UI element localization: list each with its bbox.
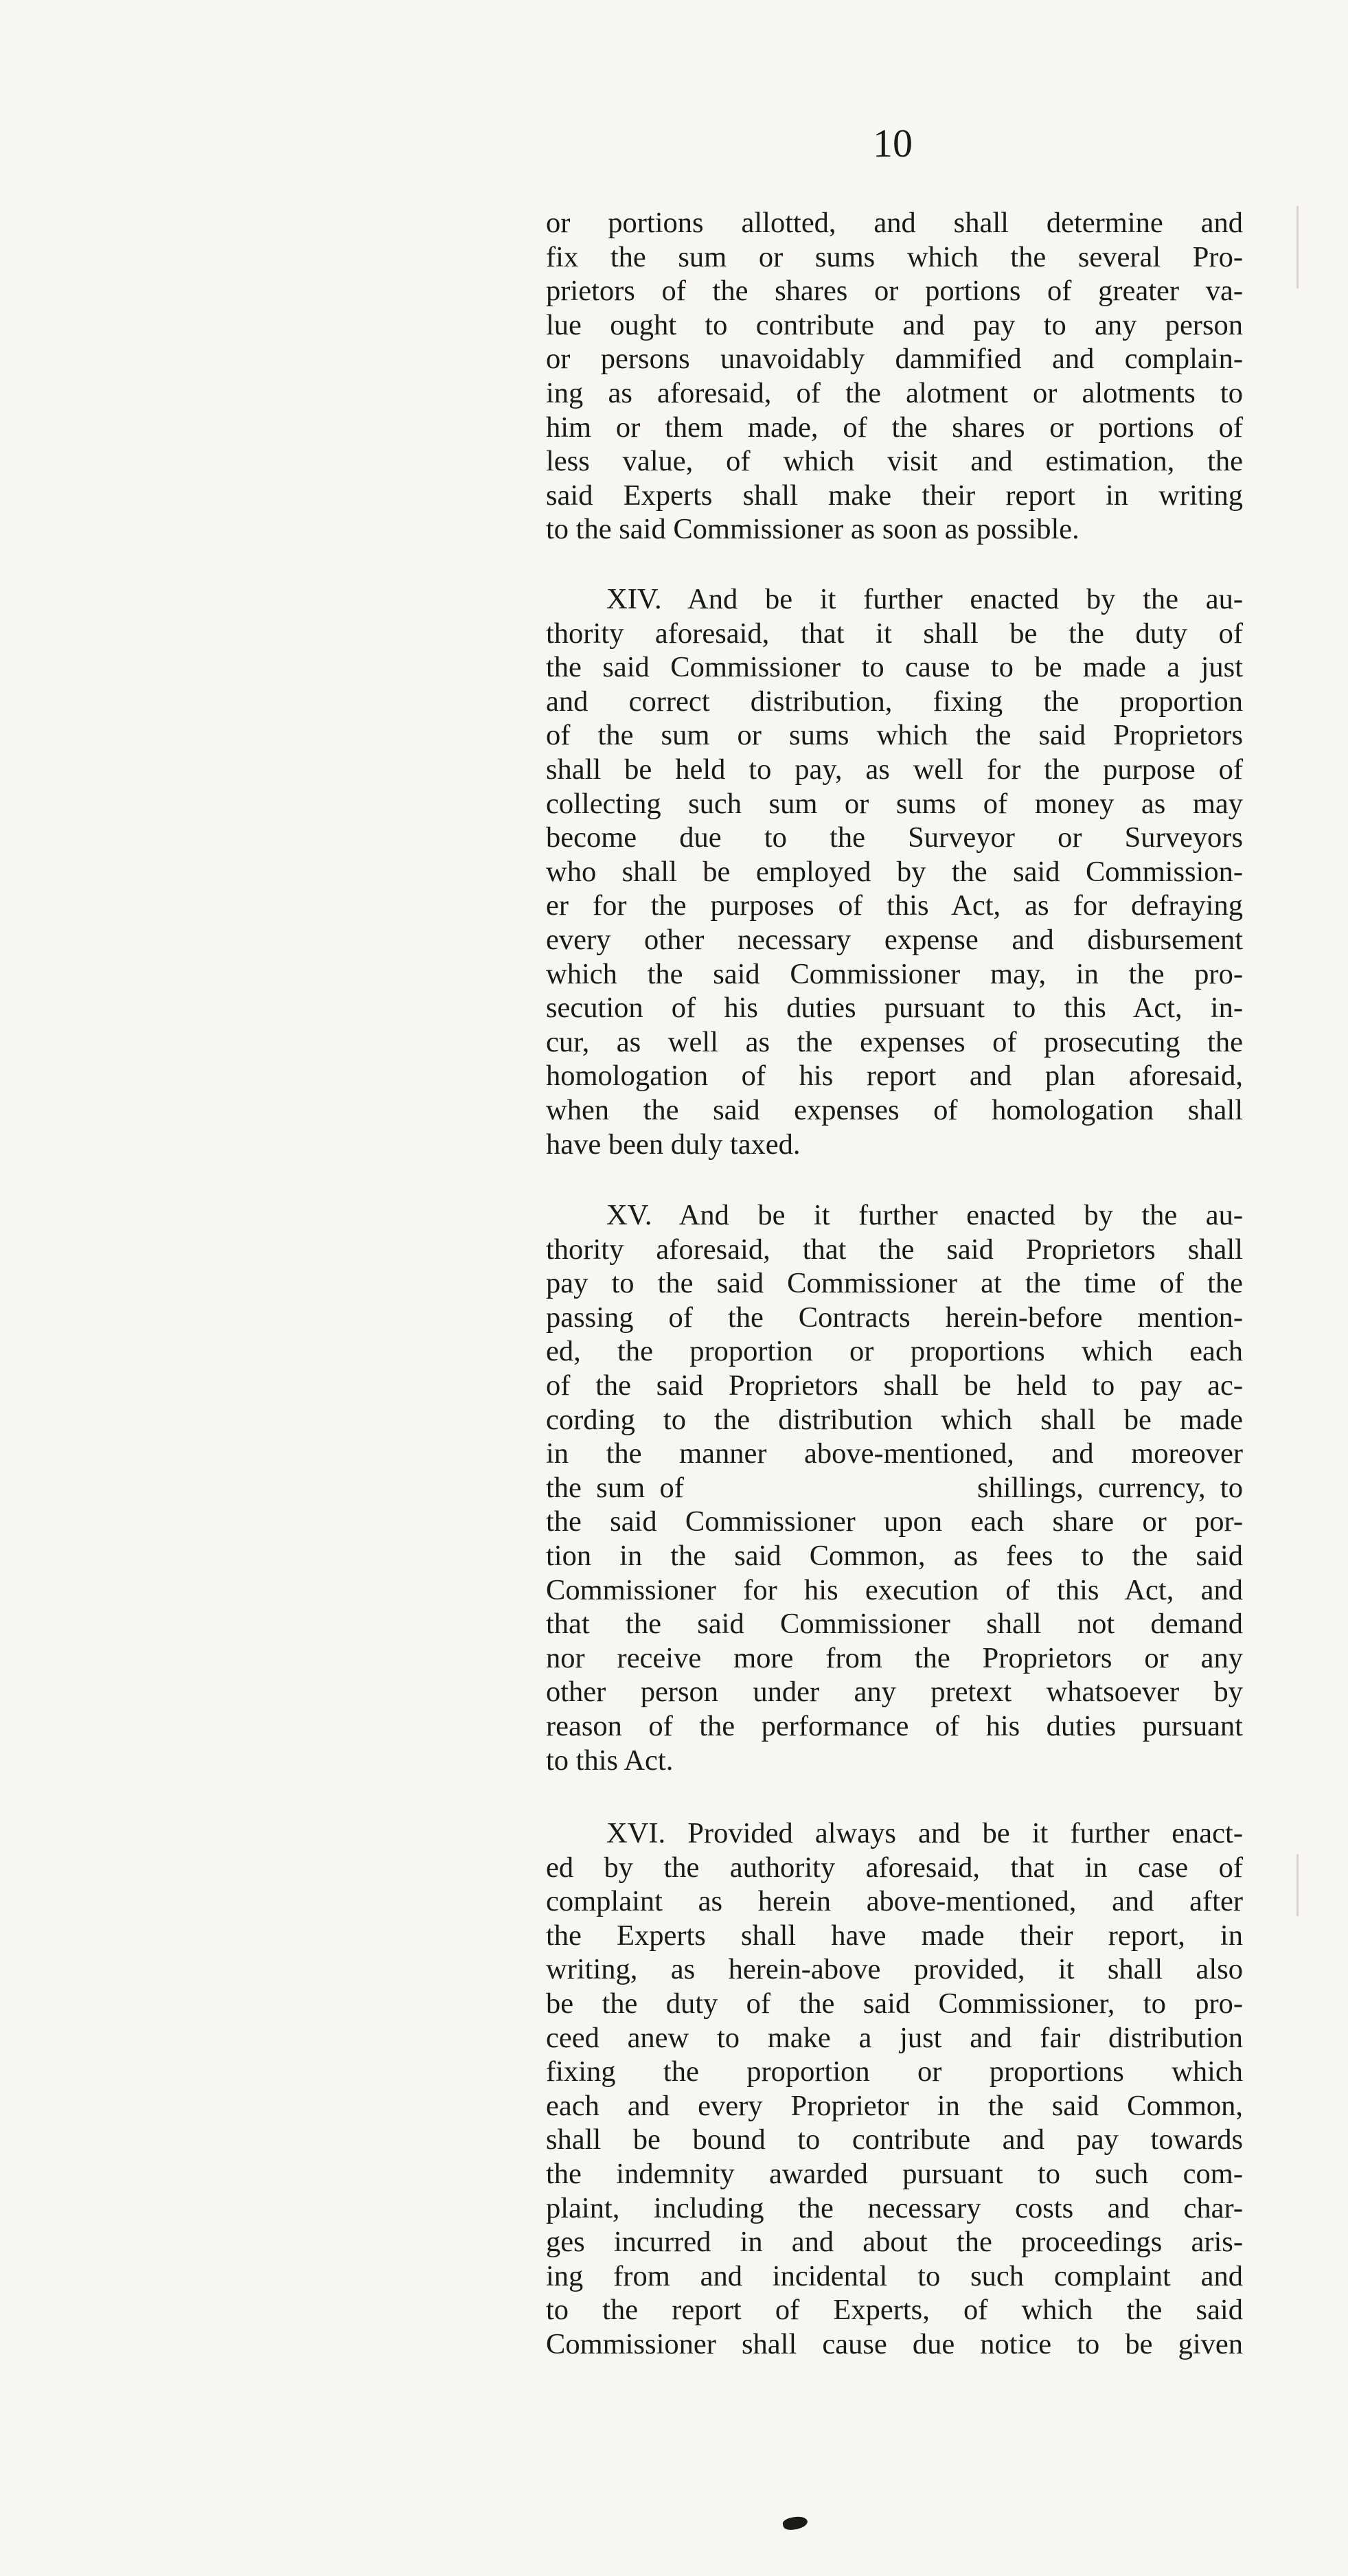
text-line: XVI. Provided always and be it further enact-: [606, 1817, 1243, 1849]
text-line: lue ought to contribute and pay to any person: [546, 308, 1243, 341]
text-line: ed, the proportion or proportions which each: [546, 1335, 1243, 1368]
text-line: er for the purposes of this Act, as for defraying: [546, 889, 1243, 922]
text-line: the Experts shall have made their report, in: [546, 1919, 1243, 1952]
text-line: the said Commissioner to cause to be made a just: [546, 651, 1243, 684]
text-line: said Experts shall make their report in writing: [546, 479, 1243, 512]
text-line: cur, as well as the expenses of prosecuting the: [546, 1025, 1243, 1058]
text-line: the indemnity awarded pursuant to such com-: [546, 2157, 1243, 2190]
paragraph-continuation: [546, 206, 1243, 547]
text-line: Commissioner shall cause due notice to be given: [546, 2327, 1243, 2360]
text-line: ing from and incidental to such complaint and: [546, 2259, 1243, 2292]
text-line: when the said expenses of homologation shall: [546, 1093, 1243, 1126]
text-line: other person under any pretext whatsoever by: [546, 1676, 1243, 1709]
text-line: the sum of shillings, currency, to: [546, 1471, 1243, 1504]
text-line: homologation of his report and plan aforesaid,: [546, 1060, 1243, 1093]
text-line: pay to the said Commissioner at the time of the: [546, 1267, 1243, 1300]
text-line: fix the sum or sums which the several Pro-: [546, 240, 1243, 273]
text-line: of the said Proprietors shall be held to pay ac-: [546, 1369, 1243, 1402]
text-line: each and every Proprietor in the said Common,: [546, 2089, 1243, 2122]
text-line: writing, as herein-above provided, it shall also: [546, 1953, 1243, 1986]
text-line: XV. And be it further enacted by the au-: [606, 1199, 1243, 1231]
text-line: of the sum or sums which the said Proprietors: [546, 719, 1243, 752]
text-line: prietors of the shares or portions of greater va-: [546, 275, 1243, 308]
text-line: plaint, including the necessary costs and char-: [546, 2191, 1243, 2224]
text-line: XIV. And be it further enacted by the au-: [606, 583, 1243, 615]
text-line: be the duty of the said Commissioner, to pro-: [546, 1987, 1243, 2020]
text-line: become due to the Surveyor or Surveyors: [546, 821, 1243, 854]
text-line: ed by the authority aforesaid, that in case of: [546, 1851, 1243, 1884]
text-line: have been duly taxed.: [546, 1128, 801, 1161]
text-line: fixing the proportion or proportions which: [546, 2055, 1243, 2088]
text-line: passing of the Contracts herein-before mention-: [546, 1301, 1243, 1334]
text-line: tion in the said Common, as fees to the said: [546, 1539, 1243, 1572]
text-line: ceed anew to make a just and fair distribution: [546, 2021, 1243, 2054]
text-line: or portions allotted, and shall determine and: [546, 207, 1243, 239]
text-line: every other necessary expense and disbursement: [546, 923, 1243, 956]
text-line: Commissioner for his execution of this Act, and: [546, 1573, 1243, 1606]
section-xiv: [546, 582, 1243, 1161]
text-line: complaint as herein above-mentioned, and after: [546, 1885, 1243, 1918]
text-line: ges incurred in and about the proceedings aris-: [546, 2226, 1243, 2259]
text-line: who shall be employed by the said Commission-: [546, 855, 1243, 888]
text-line: secution of his duties pursuant to this Act, in-: [546, 992, 1243, 1025]
text-line: shall be bound to contribute and pay towards: [546, 2123, 1243, 2156]
scan-edge-mark: [1296, 206, 1299, 288]
text-line: or persons unavoidably dammified and complain-: [546, 343, 1243, 376]
text-line: thority aforesaid, that it shall be the duty of: [546, 617, 1243, 650]
text-line: to the said Commissioner as soon as possible.: [546, 513, 1079, 546]
ink-speck: [782, 2514, 809, 2531]
text-line: and correct distribution, fixing the proportion: [546, 685, 1243, 718]
text-line: less value, of which visit and estimation, the: [546, 445, 1243, 478]
section-xvi: [546, 1816, 1243, 2362]
text-line: that the said Commissioner shall not demand: [546, 1608, 1243, 1641]
text-line: in the manner above-mentioned, and moreover: [546, 1437, 1243, 1470]
text-line: him or them made, of the shares or portions of: [546, 411, 1243, 444]
text-line: which the said Commissioner may, in the pro-: [546, 957, 1243, 990]
text-line: to the report of Experts, of which the said: [546, 2294, 1243, 2327]
text-line: nor receive more from the Proprietors or any: [546, 1641, 1243, 1674]
text-line: reason of the performance of his duties pursuant: [546, 1709, 1243, 1742]
text-line: thority aforesaid, that the said Proprietors shall: [546, 1233, 1243, 1266]
page-number: 10: [873, 121, 913, 166]
text-line: ing as aforesaid, of the alotment or alotments to: [546, 376, 1243, 409]
scan-edge-mark: [1296, 1854, 1299, 1916]
text-line: shall be held to pay, as well for the purpose of: [546, 753, 1243, 786]
text-line: collecting such sum or sums of money as may: [546, 787, 1243, 820]
section-xv: [546, 1198, 1243, 1777]
text-line: to this Act.: [546, 1744, 674, 1777]
text-line: cording to the distribution which shall be made: [546, 1403, 1243, 1436]
text-line: the said Commissioner upon each share or por-: [546, 1505, 1243, 1538]
